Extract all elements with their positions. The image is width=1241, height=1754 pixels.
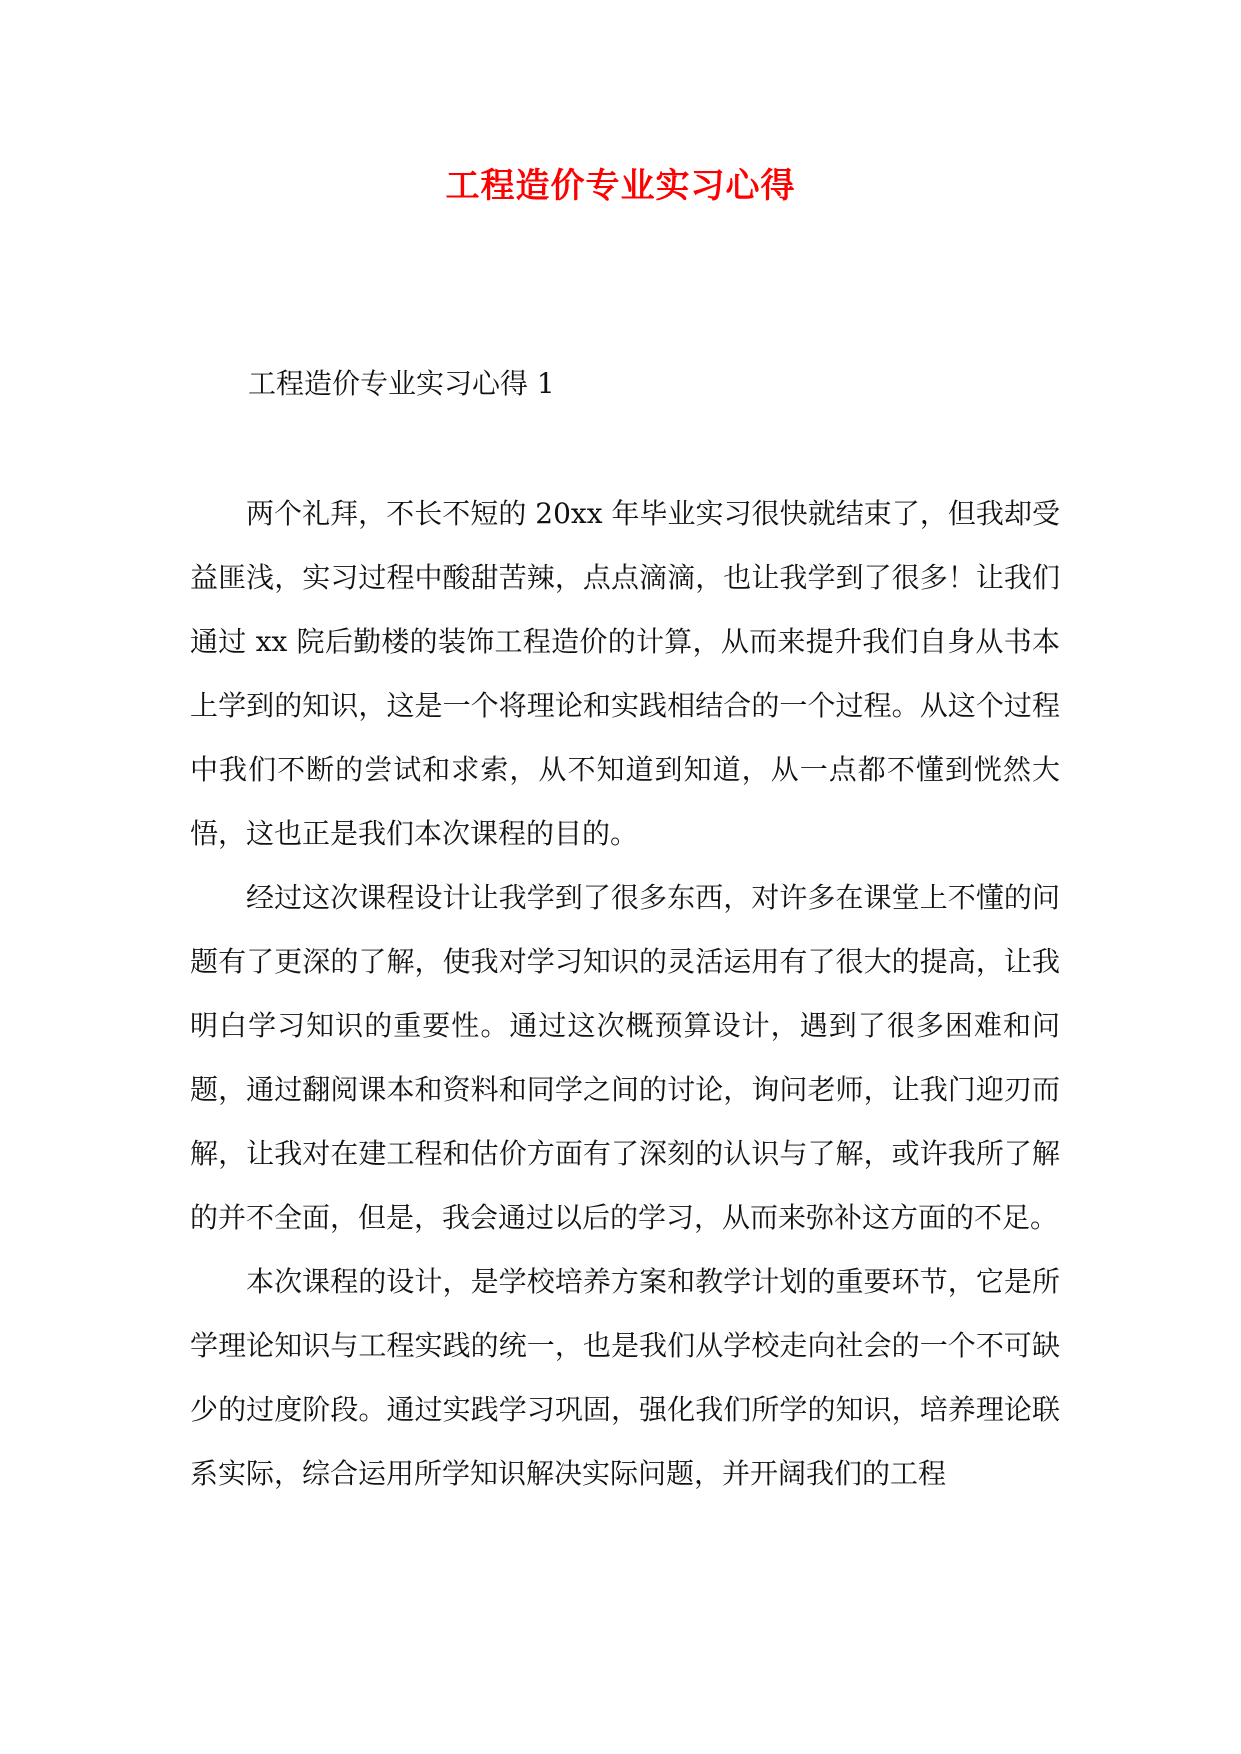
paragraph-1: 两个礼拜，不长不短的 20xx 年毕业实习很快就结束了，但我却受益匪浅，实习过程中酸甜苦辣，点点滴滴，也让我学到了很多！让我们通过 xx 院后勤楼的装饰工程造价的计算，从而来提升我们自身从书本上学到的知识，这是一个将理论和实践相结合的一个过程。从这个过程中我们不断的尝试和求索，从不知道到知道，从一点都不懂到恍然大悟，这也正是我们本次课程的目的。 (190, 497, 1060, 850)
document-body (190, 482, 1060, 1506)
paragraph-2: 经过这次课程设计让我学到了很多东西，对许多在课堂上不懂的问题有了更深的了解，使我对学习知识的灵活运用有了很大的提高，让我明白学习知识的重要性。通过这次概预算设计，遇到了很多困难和问题，通过翻阅课本和资料和同学之间的讨论，询问老师，让我门迎刃而解，让我对在建工程和估价方面有了深刻的认识与了解，或许我所了解的并不全面，但是，我会通过以后的学习，从而来弥补这方面的不足。 (190, 881, 1060, 1234)
section-heading: 工程造价专业实习心得 1 (248, 367, 555, 400)
paragraph-3: 本次课程的设计，是学校培养方案和教学计划的重要环节，它是所学理论知识与工程实践的统一，也是我们从学校走向社会的一个不可缺少的过度阶段。通过实践学习巩固，强化我们所学的知识，培养理论联系实际，综合运用所学知识解决实际问题，并开阔我们的工程 (190, 1265, 1060, 1490)
document-title: 工程造价专业实习心得 (445, 166, 796, 206)
